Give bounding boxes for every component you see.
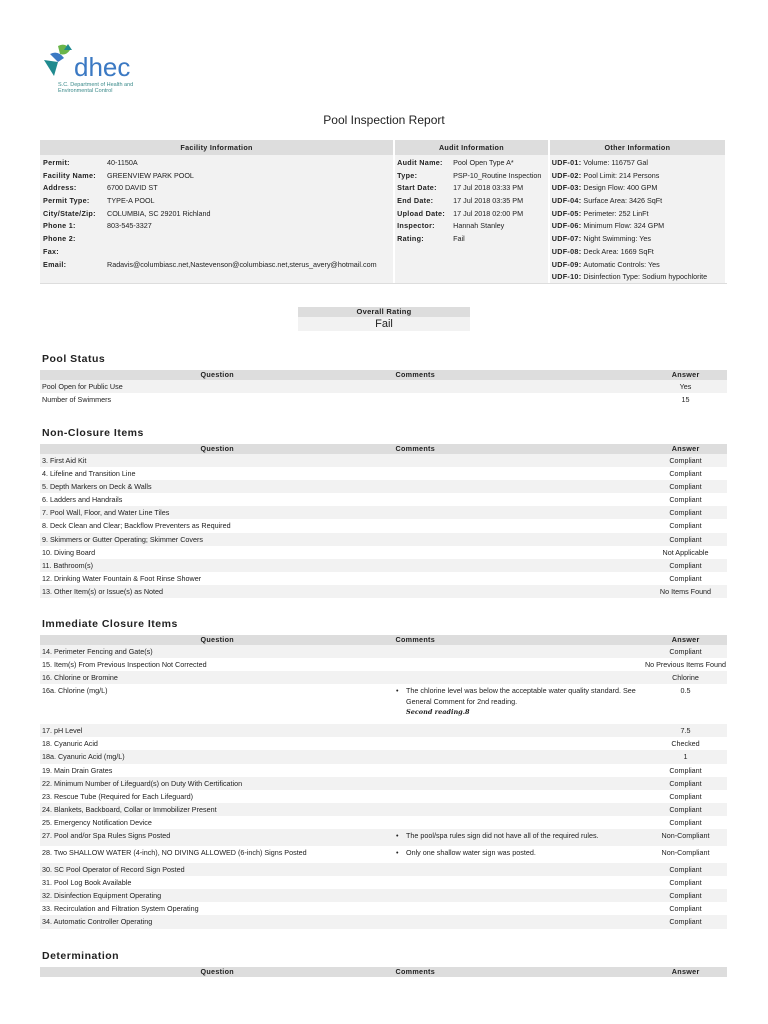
facility-row: Fax: bbox=[43, 246, 59, 256]
other-row: UDF-01: Volume: 116757 Gal bbox=[551, 158, 649, 167]
table-row: 28. Two SHALLOW WATER (4-inch), NO DIVING ALLOWED (6-inch) Signs Posted • Only one shallow water sign was posted. Non-Compliant bbox=[40, 846, 727, 863]
audit-row: Audit Name: Pool Open Type A* bbox=[397, 158, 514, 167]
other-row: UDF-08: Deck Area: 1669 SqFt bbox=[551, 246, 654, 256]
section-title-immediate-closure: Immediate Closure Items bbox=[42, 618, 178, 630]
facility-row: Phone 2: bbox=[43, 234, 76, 244]
table-row: 3. First Aid Kit Compliant bbox=[40, 454, 727, 467]
table-row: 27. Pool and/or Spa Rules Signs Posted • The pool/spa rules sign did not have all of the required rules. Non-Compliant bbox=[40, 829, 727, 846]
table-row: 19. Main Drain Grates Compliant bbox=[42, 765, 702, 775]
table-row: Pool Open for Public Use Yes bbox=[40, 380, 727, 393]
facility-row: City/State/Zip: COLUMBIA, SC 29201 Richland bbox=[43, 208, 211, 218]
facility-row: Address: 6700 DAVID ST bbox=[43, 183, 158, 193]
table-header: Question Comments Answer bbox=[40, 370, 727, 380]
facility-info bbox=[40, 155, 394, 284]
table-row: 18. Cyanuric Acid Checked bbox=[42, 739, 700, 749]
section-title-determination: Determination bbox=[42, 950, 120, 962]
facility-row: Phone 1: 803-545-3327 bbox=[43, 221, 152, 231]
other-row: UDF-06: Minimum Flow: 324 GPM bbox=[551, 221, 665, 231]
other-header: Other Information bbox=[549, 140, 726, 155]
table-row: Number of Swimmers 15 bbox=[42, 395, 690, 405]
audit-row: Inspector: Hannah Stanley bbox=[397, 221, 505, 231]
section-title-pool-status: Pool Status bbox=[42, 353, 106, 365]
overall-rating-value: Fail bbox=[298, 317, 470, 331]
table-row: 15. Item(s) From Previous Inspection Not Corrected No Previous Items Found bbox=[42, 660, 727, 670]
overall-rating bbox=[298, 307, 470, 331]
other-row: UDF-03: Design Flow: 400 GPM bbox=[551, 183, 658, 193]
table-header: Question Comments Answer bbox=[40, 635, 727, 645]
comment-text: • The chlorine level was below the acceptable water quality standard. See General Comment for 2nd reading. bbox=[394, 684, 644, 707]
table-row: 5. Depth Markers on Deck & Walls Compliant bbox=[40, 480, 727, 493]
table-row: 6. Ladders and Handrails Compliant bbox=[42, 495, 702, 505]
table-row: 11. Bathroom(s) Compliant bbox=[40, 559, 727, 572]
email-link[interactable]: Radavis@columbiasc.net,Nastevenson@columbiasc.net,sterus_avery@hotmail.com bbox=[107, 259, 377, 269]
audit-row: Rating: Fail bbox=[397, 234, 465, 244]
table-row: 9. Skimmers or Gutter Operating; Skimmer Covers Compliant bbox=[40, 533, 727, 546]
table-row: 33. Recirculation and Filtration System Operating Compliant bbox=[42, 904, 702, 914]
comment-text: • Only one shallow water sign was posted. bbox=[394, 846, 644, 858]
audit-row: Start Date: 17 Jul 2018 03:33 PM bbox=[397, 183, 524, 193]
overall-rating-label: Overall Rating bbox=[298, 307, 470, 317]
table-row: 10. Diving Board Not Applicable bbox=[42, 547, 709, 557]
comment-note: Second reading.8 bbox=[406, 708, 470, 717]
table-row: 34. Automatic Controller Operating Compliant bbox=[40, 915, 727, 928]
table-row: 13. Other Item(s) or Issue(s) as Noted No Items Found bbox=[40, 585, 727, 598]
table-row: 25. Emergency Notification Device Compliant bbox=[42, 817, 702, 827]
table-row: 22. Minimum Number of Lifeguard(s) on Duty With Certification Compliant bbox=[40, 777, 727, 790]
table-header: Question Comments Answer bbox=[40, 444, 727, 454]
determination-table bbox=[40, 967, 727, 977]
table-row: 31. Pool Log Book Available Compliant bbox=[42, 878, 702, 888]
non-closure-table bbox=[40, 444, 727, 598]
table-row: 17. pH Level 7.5 bbox=[40, 724, 727, 737]
audit-header: Audit Information bbox=[394, 140, 549, 155]
table-row: 14. Perimeter Fencing and Gate(s) Compliant bbox=[40, 645, 727, 658]
other-info bbox=[549, 155, 726, 284]
facility-row: Permit: 40-1150A bbox=[43, 158, 138, 167]
other-row: UDF-10: Disinfection Type: Sodium hypochlorite bbox=[551, 272, 708, 282]
table-row: 18a. Cyanuric Acid (mg/L) 1 bbox=[40, 750, 727, 763]
table-row: 12. Drinking Water Fountain & Foot Rinse Shower Compliant bbox=[42, 573, 702, 583]
audit-row: End Date: 17 Jul 2018 03:35 PM bbox=[397, 196, 524, 206]
other-row: UDF-02: Pool Limit: 214 Persons bbox=[551, 170, 660, 180]
table-header: Question Comments Answer bbox=[40, 967, 727, 977]
other-row: UDF-09: Automatic Controls: Yes bbox=[551, 259, 660, 269]
table-row: 4. Lifeline and Transition Line Compliant bbox=[42, 469, 702, 479]
other-row: UDF-05: Perimeter: 252 LinFt bbox=[551, 208, 649, 218]
table-row: 32. Disinfection Equipment Operating Compliant bbox=[40, 889, 727, 902]
facility-row: Permit Type: TYPE-A POOL bbox=[43, 196, 155, 206]
section-title-non-closure: Non-Closure Items bbox=[42, 427, 144, 439]
svg-text:dhec: dhec bbox=[74, 52, 131, 82]
audit-info bbox=[394, 155, 549, 284]
table-row: 23. Rescue Tube (Required for Each Lifeguard) Compliant bbox=[42, 791, 702, 801]
comment-text: • The pool/spa rules sign did not have all of the required rules. bbox=[394, 829, 644, 841]
audit-row: Upload Date: 17 Jul 2018 02:00 PM bbox=[397, 208, 524, 218]
facility-row: Email: Radavis@columbiasc.net,Nastevenson@columbiasc.net,sterus_avery@hotmail.com bbox=[43, 259, 390, 272]
facility-row: Facility Name: GREENVIEW PARK POOL bbox=[43, 170, 194, 180]
immediate-closure-table bbox=[40, 635, 727, 929]
report-title: Pool Inspection Report bbox=[323, 113, 445, 127]
other-row: UDF-07: Night Swimming: Yes bbox=[551, 234, 651, 244]
table-row: 7. Pool Wall, Floor, and Water Line Tiles Compliant bbox=[40, 506, 727, 519]
pool-status-table bbox=[40, 370, 727, 406]
logo-subtitle: S.C. Department of Health and Environmental Control bbox=[58, 82, 134, 94]
other-row: UDF-04: Surface Area: 3426 SqFt bbox=[551, 196, 663, 206]
table-row: 8. Deck Clean and Clear; Backflow Preventers as Required Compliant bbox=[42, 521, 702, 531]
audit-row: Type: PSP-10_Routine Inspection bbox=[397, 170, 542, 180]
table-row: 30. SC Pool Operator of Record Sign Posted Compliant bbox=[40, 863, 727, 876]
table-row: 16a. Chlorine (mg/L) • The chlorine level was below the acceptable water quality standard. See General Comment for 2nd reading. Second reading.8 0.5 bbox=[40, 684, 727, 724]
table-row: 24. Blankets, Backboard, Collar or Immobilizer Present Compliant bbox=[40, 803, 727, 816]
table-row: 16. Chlorine or Bromine Chlorine bbox=[40, 671, 727, 684]
facility-header: Facility Information bbox=[40, 140, 394, 155]
info-table bbox=[40, 140, 727, 284]
dhec-logo-mark bbox=[40, 40, 150, 84]
divider bbox=[40, 283, 727, 284]
